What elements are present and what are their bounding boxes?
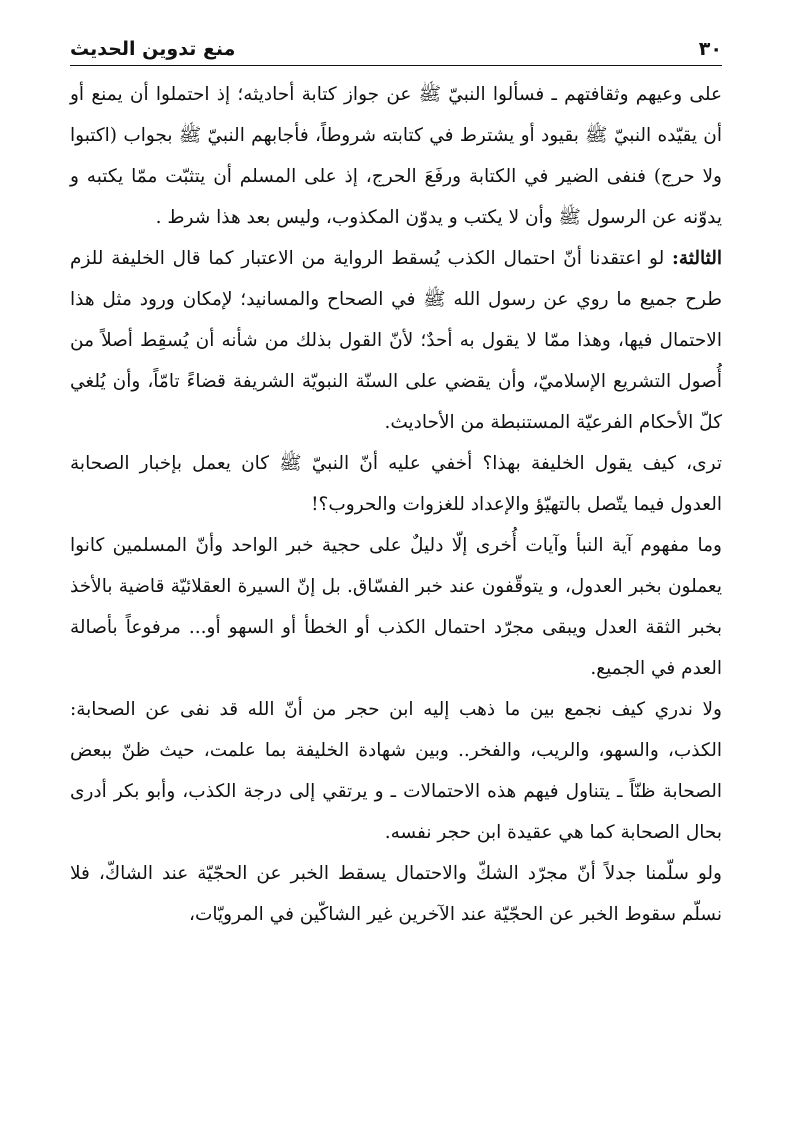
paragraph-text: ترى، كيف يقول الخليفة بهذا؟ أخفي عليه أنّ النبيّ ﷺ كان يعمل بإخبار الصحابة العدول فيما يتّصل بالتهيّؤ والإعداد للغزوات والحروب؟! (70, 453, 722, 515)
header-divider (70, 65, 722, 66)
paragraph-text: ولا ندري كيف نجمع بين ما ذهب إليه ابن حجر من أنّ الله قد نفى عن الصحابة: الكذب، والسهو، والريب، والفخر.. وبين شهادة الخليفة بما علمت، حيث ظنّ ببعض الصحابة ظنّاً ـ يتناول فيهم هذه الاحتمالات ـ و يرتقي إلى درجة الكذب، وأبو بكر أدرى بحال الصحابة كما هي عقيدة ابن حجر نفسه. (70, 699, 722, 843)
page-number: ٣٠ (698, 38, 722, 60)
paragraph (70, 525, 722, 689)
running-header (70, 30, 722, 60)
paragraph (70, 689, 722, 853)
paragraph (70, 74, 722, 238)
running-title: منع تدوين الحديث (70, 38, 236, 60)
paragraph (70, 853, 722, 935)
paragraph (70, 443, 722, 525)
body-text (70, 74, 722, 935)
paragraph-text: لو اعتقدنا أنّ احتمال الكذب يُسقط الرواية من الاعتبار كما قال الخليفة للزم طرح جميع ما روي عن رسول الله ﷺ في الصحاح والمسانيد؛ لإمكان ورود مثل هذا الاحتمال فيها، وهذا ممّا لا يقول به أحدٌ؛ لأنّ القول بذلك من شأنه أن يُسقِط أصلاً من أُصول التشريع الإسلاميّ، وأن يقضي على السنّة النبويّة الشريفة قضاءً تامّاً، وأن يُلغي كلّ الأحكام الفرعيّة المستنبطة من الأحاديث. (70, 248, 722, 433)
paragraph-lead: الثالثة: (672, 248, 722, 269)
paragraph-text: ولو سلّمنا جدلاً أنّ مجرّد الشكّ والاحتمال يسقط الخبر عن الحجّيّة عند الشاكّ، فلا نسلّم سقوط الخبر عن الحجّيّة عند الآخرين غير الشاكّين في المرويّات، (70, 863, 722, 925)
paragraph-text: على وعيهم وثقافتهم ـ فسألوا النبيّ ﷺ عن جواز كتابة أحاديثه؛ إذ احتملوا أن يمنع أو أن يقيّده النبيّ ﷺ بقيود أو يشترط في كتابته شروطاً، فأجابهم النبيّ ﷺ بجواب (اكتبوا ولا حرج) فنفى الضير في الكتابة ورفَعَ الحرج، إذ على المسلم أن يتثبّت ممّا يكتبه و يدوّنه عن الرسول ﷺ وأن لا يكتب و يدوّن المكذوب، وليس بعد هذا شرط . (70, 84, 722, 228)
paragraph-text: وما مفهوم آية النبأ وآيات أُخرى إلّا دليلٌ على حجية خبر الواحد وأنّ المسلمين كانوا يعملون بخبر العدول، و يتوقّفون عند خبر الفسّاق. بل إنّ السيرة العقلائيّة قاضية بالأخذ بخبر الثقة العدل ويبقى مجرّد احتمال الكذب أو الخطأ أو السهو أو... مرفوعاً بأصالة العدم في الجميع. (70, 535, 722, 679)
paragraph (70, 238, 722, 443)
book-page (70, 30, 722, 935)
